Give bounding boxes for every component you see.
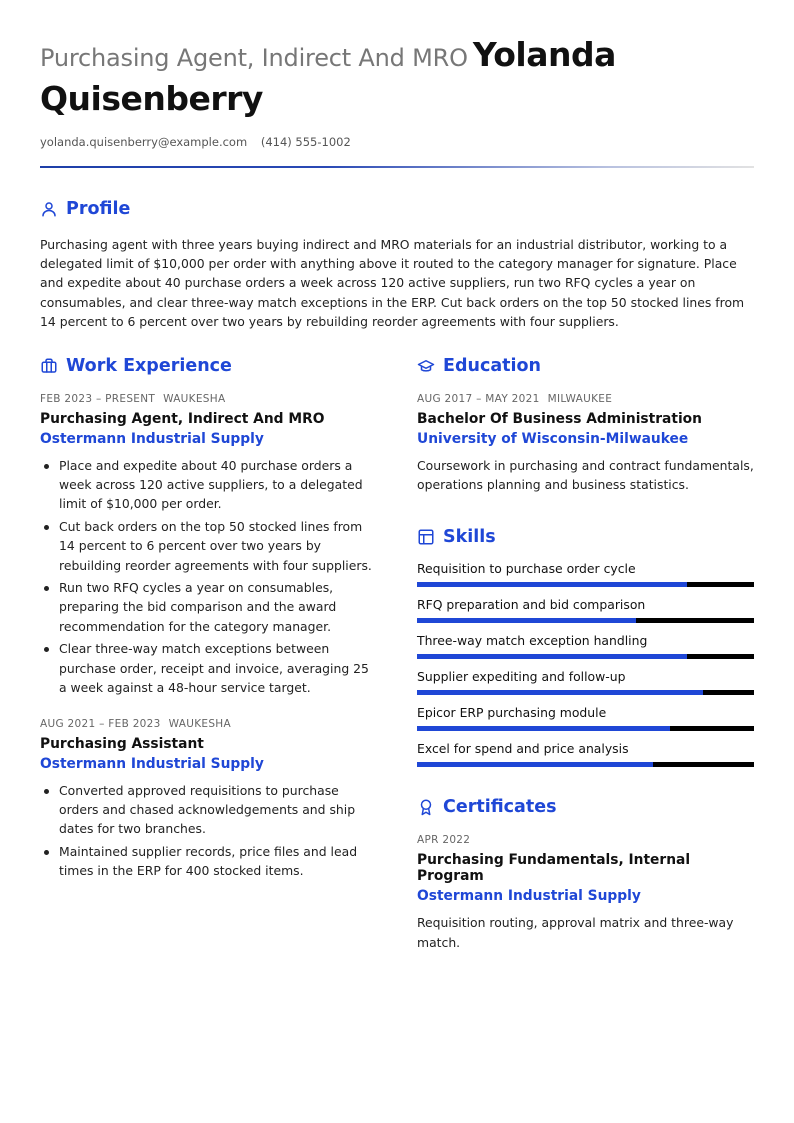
bullet-item: Clear three-way match exceptions between purchase order, receipt and invoice, averaging 25 a week against a 48-hour service target. bbox=[40, 639, 380, 697]
experience-dates: FEB 2023 – PRESENT bbox=[40, 393, 156, 405]
experience-entry bbox=[40, 718, 380, 881]
title-line bbox=[40, 36, 754, 80]
skill-level-fill bbox=[417, 582, 687, 587]
skill-label: Epicor ERP purchasing module bbox=[417, 705, 607, 721]
profile-heading bbox=[40, 197, 754, 221]
experience-meta bbox=[40, 393, 380, 405]
skill-level-fill bbox=[417, 690, 703, 695]
skill-level-fill bbox=[417, 762, 653, 767]
header-divider bbox=[40, 166, 754, 168]
skill-level-bar bbox=[417, 690, 754, 695]
skill-label: Supplier expediting and follow-up bbox=[417, 669, 626, 685]
skill-level-bar bbox=[417, 654, 754, 659]
experience-location: WAUKESHA bbox=[168, 717, 231, 730]
skill-label: RFQ preparation and bid comparison bbox=[417, 597, 646, 613]
skill-item bbox=[417, 633, 754, 659]
skill-item bbox=[417, 669, 754, 695]
experience-role: Purchasing Assistant bbox=[40, 735, 204, 752]
skill-item bbox=[417, 597, 754, 623]
education-heading bbox=[417, 354, 754, 378]
first-name: Yolanda bbox=[472, 35, 616, 74]
profile-section bbox=[40, 197, 754, 331]
skill-label: Requisition to purchase order cycle bbox=[417, 561, 636, 577]
education-meta bbox=[417, 393, 754, 405]
skill-level-fill bbox=[417, 618, 636, 623]
skill-item bbox=[417, 741, 754, 767]
bullet-item: Run two RFQ cycles a year on consumables, preparing the bid comparison and the award recommendation for the category manager. bbox=[40, 578, 380, 636]
certificate-name: Purchasing Fundamentals, Internal Program bbox=[417, 852, 691, 885]
experience-meta bbox=[40, 718, 380, 730]
person-icon bbox=[40, 200, 58, 218]
graduation-cap-icon bbox=[417, 357, 435, 375]
education-description: Coursework in purchasing and contract fundamentals, operations planning and business statistics. bbox=[417, 458, 754, 493]
bullet-item: Converted approved requisitions to purchase orders and chased acknowledgements and ship dates for two branches. bbox=[40, 781, 380, 839]
experience-heading bbox=[40, 354, 380, 378]
phone-text[interactable]: (414) 555-1002 bbox=[260, 135, 351, 149]
skill-item bbox=[417, 561, 754, 587]
skill-level-fill bbox=[417, 654, 687, 659]
skill-label: Three-way match exception handling bbox=[417, 633, 648, 649]
skill-level-bar bbox=[417, 726, 754, 731]
resume-page bbox=[40, 0, 754, 1123]
experience-dates: AUG 2021 – FEB 2023 bbox=[40, 717, 161, 730]
experience-bullets bbox=[40, 781, 380, 881]
skills-list bbox=[417, 561, 754, 767]
skill-level-bar bbox=[417, 618, 754, 623]
experience-bullets bbox=[40, 456, 380, 697]
job-title: Purchasing Agent, Indirect And MRO bbox=[40, 44, 468, 72]
right-column bbox=[417, 354, 754, 952]
education-school: University of Wisconsin-Milwaukee bbox=[417, 431, 689, 447]
skills-section bbox=[417, 525, 754, 767]
skill-level-bar bbox=[417, 582, 754, 587]
bullet-item: Place and expedite about 40 purchase orders a week across 120 active suppliers, to a delegated limit of $10,000 per order. bbox=[40, 456, 380, 514]
experience-company: Ostermann Industrial Supply bbox=[40, 431, 264, 447]
bullet-item: Maintained supplier records, price files and lead times in the ERP for 400 stocked items. bbox=[40, 842, 380, 880]
profile-summary: Purchasing agent with three years buying indirect and MRO materials for an industrial distributor, working to a delegated limit of $10,000 per order with anything above it routed to the category manager for signature. Place and expedite about 40 purchase orders a week across 120 active suppliers, run two RFQ cycles a year on consumables, and clear three-way match exceptions in the ERP. Cut back orders on the top 50 stocked lines from 14 percent to 6 percent over two years by rebuilding reorder agreements with four suppliers. bbox=[40, 237, 745, 329]
skill-item bbox=[417, 705, 754, 731]
experience-role: Purchasing Agent, Indirect And MRO bbox=[40, 411, 325, 427]
skill-level-fill bbox=[417, 726, 670, 731]
certificate-description: Requisition routing, approval matrix and three-way match. bbox=[417, 915, 734, 950]
skill-level-bar bbox=[417, 762, 754, 767]
certificates-title: Certificates bbox=[443, 797, 557, 818]
last-name: Quisenberry bbox=[40, 79, 263, 118]
skill-label: Excel for spend and price analysis bbox=[417, 741, 629, 757]
certificate-date: APR 2022 bbox=[417, 834, 471, 847]
title-line-2 bbox=[40, 80, 754, 124]
experience-entry bbox=[40, 393, 380, 697]
skills-heading bbox=[417, 525, 754, 549]
education-title: Education bbox=[443, 356, 541, 376]
education-location: MILWAUKEE bbox=[547, 393, 613, 405]
education-dates: AUG 2017 – MAY 2021 bbox=[417, 393, 540, 405]
briefcase-icon bbox=[40, 357, 58, 375]
resume-header bbox=[40, 36, 754, 124]
education-degree: Bachelor Of Business Administration bbox=[417, 411, 702, 427]
bullet-item: Cut back orders on the top 50 stocked lines from 14 percent to 6 percent over two years by rebuilding reorder agreements with four suppliers. bbox=[40, 517, 380, 575]
certificate-issuer: Ostermann Industrial Supply bbox=[417, 888, 641, 905]
experience-company: Ostermann Industrial Supply bbox=[40, 755, 264, 772]
contact-info bbox=[40, 135, 361, 149]
skills-title: Skills bbox=[443, 527, 496, 548]
certificates-heading bbox=[417, 795, 754, 819]
certificates-section bbox=[417, 795, 754, 951]
experience-title: Work Experience bbox=[66, 356, 232, 376]
email-text[interactable]: yolanda.quisenberry@example.com bbox=[40, 135, 248, 149]
layout-grid-icon bbox=[417, 528, 435, 546]
left-column bbox=[40, 354, 380, 884]
award-ribbon-icon bbox=[417, 798, 435, 816]
profile-title: Profile bbox=[66, 199, 131, 219]
experience-location: WAUKESHA bbox=[163, 393, 226, 405]
